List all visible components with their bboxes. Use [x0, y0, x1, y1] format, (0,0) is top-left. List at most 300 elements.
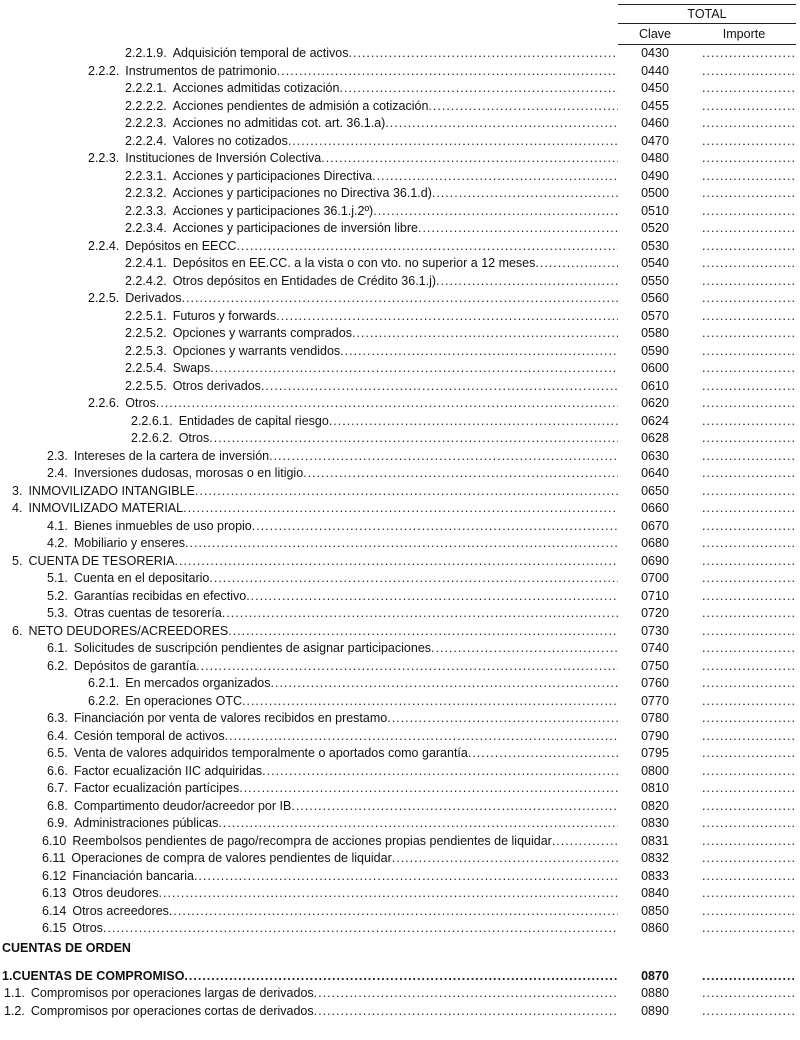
row-label: Depósitos en EE.CC. a la vista o con vto. no superior a 12 meses	[172, 256, 536, 270]
row-label: Factor ecualización IIC adquiridas	[73, 763, 263, 778]
importe-field[interactable]	[702, 430, 794, 448]
importe-field[interactable]	[702, 985, 794, 1003]
row-description	[47, 798, 618, 816]
row-number: 2.2.4.2.	[125, 273, 167, 288]
row-label: Otros	[125, 396, 156, 410]
row-number: 4.1.	[47, 518, 68, 533]
row-clave: 0670	[641, 518, 669, 533]
row-number: 6.6.	[47, 763, 68, 778]
row-clave: 0800	[641, 763, 669, 778]
importe-field[interactable]	[702, 185, 794, 203]
row-description	[4, 985, 618, 1003]
row-number: 6.1.	[47, 641, 68, 655]
row-description	[125, 203, 618, 221]
row-number: 2.2.2.1.	[125, 81, 167, 95]
table-row	[0, 238, 800, 256]
row-number: 4.2.	[47, 536, 68, 550]
row-label: En operaciones OTC	[125, 693, 243, 708]
row-description	[47, 570, 618, 588]
row-number: 6.3.	[47, 711, 68, 725]
row-label: Acciones y participaciones 36.1.j.2º)	[172, 203, 374, 218]
clave-column-header: Clave	[639, 27, 671, 41]
row-number: 6.	[12, 623, 23, 638]
row-number: 2.2.5.4.	[125, 361, 167, 375]
table-row	[0, 985, 800, 1003]
row-label: Financiación por venta de valores recibidos en prestamo	[73, 711, 388, 725]
row-description	[47, 448, 618, 466]
row-number: 2.2.6.2.	[131, 431, 173, 445]
importe-field[interactable]	[702, 518, 794, 536]
row-clave: 0832	[641, 851, 669, 865]
importe-field[interactable]	[702, 238, 794, 256]
row-clave: 0710	[641, 588, 669, 603]
importe-field[interactable]	[702, 203, 794, 221]
table-row	[0, 623, 800, 641]
row-clave: 0820	[641, 798, 669, 813]
row-description	[12, 500, 618, 518]
row-label: Acciones no admitidas cot. art. 36.1.a)	[172, 116, 386, 130]
importe-field[interactable]	[702, 360, 794, 378]
importe-field[interactable]	[702, 885, 794, 903]
row-label: Otros	[178, 431, 210, 445]
row-number: 4.	[12, 501, 23, 515]
row-number: 1.2.	[4, 1003, 25, 1018]
importe-field[interactable]	[702, 968, 794, 986]
row-number: 6.4.	[47, 728, 68, 743]
table-row	[0, 553, 800, 571]
importe-field[interactable]	[702, 570, 794, 588]
row-number: 6.15	[42, 921, 67, 935]
table-row	[0, 80, 800, 98]
row-description	[125, 185, 618, 203]
row-clave: 0870	[641, 968, 669, 983]
row-clave: 0540	[641, 256, 669, 270]
row-clave: 0580	[641, 326, 669, 340]
row-label: Financiación bancaria	[72, 868, 194, 883]
row-label: Cesión temporal de activos	[73, 728, 225, 743]
table-row	[0, 570, 800, 588]
table-row	[0, 675, 800, 693]
row-label: Adquisición temporal de activos	[172, 46, 349, 60]
row-label: INMOVILIZADO MATERIAL	[28, 501, 184, 515]
row-label: Acciones pendientes de admisión a cotización	[172, 98, 429, 113]
row-description	[42, 903, 618, 921]
row-label: INMOVILIZADO INTANGIBLE	[28, 483, 195, 498]
table-row	[0, 255, 800, 273]
row-clave: 0680	[641, 536, 669, 550]
importe-field[interactable]	[702, 710, 794, 728]
row-description	[125, 325, 618, 343]
row-number: 5.1.	[47, 571, 68, 585]
table-row	[0, 500, 800, 518]
table-row	[0, 920, 800, 938]
table-row	[0, 98, 800, 116]
row-clave: 0560	[641, 291, 669, 305]
row-clave: 0810	[641, 781, 669, 795]
row-clave: 0455	[641, 98, 669, 113]
row-number: 2.2.3.2.	[125, 186, 167, 200]
row-clave: 0750	[641, 658, 669, 673]
table-row	[0, 885, 800, 903]
row-label: Valores no cotizados	[172, 133, 288, 148]
row-description	[125, 378, 618, 396]
row-description	[47, 535, 618, 553]
row-label: Compromisos por operaciones largas de derivados	[30, 986, 314, 1000]
row-number: 6.2.1.	[88, 676, 120, 690]
importe-field[interactable]	[702, 395, 794, 413]
row-label: Acciones y participaciones Directiva	[172, 168, 373, 183]
row-clave: 0740	[641, 641, 669, 655]
importe-field[interactable]	[702, 45, 794, 63]
row-clave: 0500	[641, 186, 669, 200]
importe-field[interactable]	[702, 728, 794, 746]
row-clave: 0640	[641, 466, 669, 480]
row-clave: 0460	[641, 116, 669, 130]
importe-field[interactable]	[702, 903, 794, 921]
row-description	[125, 360, 618, 378]
row-description	[4, 1003, 618, 1021]
importe-field[interactable]	[702, 255, 794, 273]
row-number: 6.2.2.	[88, 693, 120, 708]
importe-field[interactable]	[702, 63, 794, 81]
row-description	[47, 728, 618, 746]
importe-field[interactable]	[702, 115, 794, 133]
row-number: 2.2.1.9.	[125, 46, 167, 60]
row-label: Inversiones dudosas, morosas o en litigio	[73, 466, 304, 480]
row-number: 2.2.5.3.	[125, 343, 167, 358]
row-clave: 0840	[641, 886, 669, 900]
row-description	[125, 133, 618, 151]
section-spacer	[0, 958, 800, 968]
row-label: Factor ecualización partícipes	[73, 781, 240, 795]
row-clave: 0770	[641, 693, 669, 708]
importe-field[interactable]	[702, 413, 794, 431]
table-row	[0, 308, 800, 326]
row-label: Instrumentos de patrimonio	[125, 63, 277, 78]
table-row	[0, 168, 800, 186]
row-clave: 0850	[641, 903, 669, 918]
table-row	[0, 658, 800, 676]
row-label: Entidades de capital riesgo	[178, 413, 329, 428]
row-label: Otros deudores	[72, 886, 159, 900]
importe-field[interactable]	[702, 133, 794, 151]
table-row	[0, 850, 800, 868]
row-description	[42, 868, 618, 886]
row-description	[88, 675, 618, 693]
row-description	[2, 968, 618, 986]
row-description	[47, 745, 618, 763]
row-clave: 0780	[641, 711, 669, 725]
account-rows	[0, 45, 800, 1020]
total-header: TOTAL	[618, 4, 796, 24]
table-row	[0, 185, 800, 203]
row-number: 2.2.2.2.	[125, 98, 167, 113]
row-clave: 0890	[641, 1003, 669, 1018]
row-label: Otros depósitos en Entidades de Crédito 36.1.j)	[172, 273, 437, 288]
row-clave: 0660	[641, 501, 669, 515]
row-description	[47, 605, 618, 623]
row-description	[88, 150, 618, 168]
row-number: 6.13	[42, 886, 67, 900]
row-number: 6.12	[42, 868, 67, 883]
table-row	[0, 273, 800, 291]
row-label: Reembolsos pendientes de pago/recompra de acciones propias pendientes de liquidar	[72, 833, 552, 848]
importe-field[interactable]	[702, 815, 794, 833]
importe-field[interactable]	[702, 868, 794, 886]
row-label: Compromisos por operaciones cortas de derivados	[30, 1003, 314, 1018]
row-description	[12, 483, 618, 501]
row-label: En mercados organizados	[125, 676, 271, 690]
row-label: Opciones y warrants comprados	[172, 326, 352, 340]
importe-field[interactable]	[702, 920, 794, 938]
row-number: 6.9.	[47, 816, 68, 830]
row-description	[47, 710, 618, 728]
importe-field[interactable]	[702, 343, 794, 361]
importe-field[interactable]	[702, 98, 794, 116]
row-clave: 0470	[641, 133, 669, 148]
row-number: 2.2.2.	[88, 63, 120, 78]
row-number: 5.	[12, 553, 23, 568]
row-description	[125, 255, 618, 273]
row-description	[125, 115, 618, 133]
importe-field[interactable]	[702, 308, 794, 326]
section-title: CUENTAS DE ORDEN	[2, 940, 131, 955]
row-number: 2.2.5.	[88, 291, 120, 305]
row-label: Compartimento deudor/acreedor por IB	[73, 798, 292, 813]
table-row	[0, 63, 800, 81]
table-row	[0, 728, 800, 746]
table-row	[0, 430, 800, 448]
row-clave: 0570	[641, 308, 669, 323]
row-clave: 0590	[641, 343, 669, 358]
table-row	[0, 290, 800, 308]
importe-field[interactable]	[702, 605, 794, 623]
row-description	[88, 63, 618, 81]
table-row	[0, 115, 800, 133]
importe-field[interactable]	[702, 273, 794, 291]
row-label: Instituciones de Inversión Colectiva	[125, 151, 322, 165]
row-description	[12, 553, 618, 571]
row-clave: 0630	[641, 448, 669, 463]
row-label: Intereses de la cartera de inversión	[73, 448, 270, 463]
table-row	[0, 483, 800, 501]
importe-field[interactable]	[702, 483, 794, 501]
row-clave: 0430	[641, 46, 669, 60]
table-row	[0, 465, 800, 483]
row-description	[47, 780, 618, 798]
row-clave: 0510	[641, 203, 669, 218]
row-description	[42, 920, 618, 938]
row-label: Acciones admitidas cotización	[172, 81, 340, 95]
row-description	[47, 465, 618, 483]
row-number: 1.CUENTAS DE COMPROMISO	[2, 968, 185, 983]
importe-field[interactable]	[702, 535, 794, 553]
table-row	[0, 763, 800, 781]
row-label: CUENTA DE TESORERIA	[28, 553, 175, 568]
row-description	[47, 640, 618, 658]
table-row	[0, 133, 800, 151]
row-clave: 0700	[641, 571, 669, 585]
importe-field[interactable]	[702, 1003, 794, 1021]
table-row	[0, 518, 800, 536]
row-clave: 0600	[641, 361, 669, 375]
table-row	[0, 343, 800, 361]
row-description	[47, 588, 618, 606]
importe-field[interactable]	[702, 798, 794, 816]
importe-field[interactable]	[702, 640, 794, 658]
row-number: 2.2.4.	[88, 238, 120, 253]
importe-field[interactable]	[702, 150, 794, 168]
table-row	[0, 588, 800, 606]
row-description	[88, 693, 618, 711]
row-clave: 0450	[641, 81, 669, 95]
table-row	[0, 693, 800, 711]
row-description	[47, 518, 618, 536]
row-clave: 0520	[641, 221, 669, 235]
table-row	[0, 150, 800, 168]
row-number: 2.2.3.1.	[125, 168, 167, 183]
row-description	[125, 80, 618, 98]
row-description	[42, 850, 618, 868]
row-clave: 0830	[641, 816, 669, 830]
row-description	[125, 308, 618, 326]
row-clave: 0624	[641, 413, 669, 428]
row-description	[125, 273, 618, 291]
table-row	[0, 710, 800, 728]
importe-field[interactable]	[702, 220, 794, 238]
row-label: Derivados	[125, 291, 182, 305]
row-clave: 0620	[641, 396, 669, 410]
row-number: 2.2.3.3.	[125, 203, 167, 218]
row-number: 2.2.2.4.	[125, 133, 167, 148]
row-number: 2.2.6.	[88, 396, 120, 410]
table-row	[0, 360, 800, 378]
importe-field[interactable]	[702, 465, 794, 483]
row-clave: 0760	[641, 676, 669, 690]
row-clave: 0720	[641, 606, 669, 620]
row-description	[42, 885, 618, 903]
row-label: Bienes inmuebles de uso propio	[73, 518, 252, 533]
importe-column-header: Importe	[722, 27, 766, 41]
row-clave: 0690	[641, 553, 669, 568]
importe-field[interactable]	[702, 168, 794, 186]
table-row	[0, 535, 800, 553]
row-label: Cuenta en el depositario	[73, 571, 210, 585]
row-number: 3.	[12, 483, 23, 498]
row-number: 2.2.6.1.	[131, 413, 173, 428]
importe-field[interactable]	[702, 325, 794, 343]
row-number: 5.3.	[47, 606, 68, 620]
row-label: Garantías recibidas en efectivo	[73, 588, 247, 603]
table-row	[0, 203, 800, 221]
row-description	[42, 833, 618, 851]
importe-field[interactable]	[702, 588, 794, 606]
row-clave: 0790	[641, 728, 669, 743]
importe-field[interactable]	[702, 290, 794, 308]
row-description	[88, 395, 618, 413]
table-row	[0, 780, 800, 798]
row-description	[125, 343, 618, 361]
row-clave: 0628	[641, 431, 669, 445]
table-row	[0, 833, 800, 851]
row-number: 6.7.	[47, 781, 68, 795]
row-label: Swaps	[172, 361, 211, 375]
row-description	[47, 658, 618, 676]
row-label: Otros	[72, 921, 103, 935]
row-label: Otros acreedores	[72, 903, 169, 918]
row-label: Acciones y participaciones de inversión libre	[172, 221, 418, 235]
row-label: Futuros y forwards	[172, 308, 277, 323]
row-description	[125, 168, 618, 186]
table-row	[0, 745, 800, 763]
row-label: Opciones y warrants vendidos	[172, 343, 341, 358]
row-clave: 0860	[641, 921, 669, 935]
row-description	[12, 623, 618, 641]
row-clave: 0650	[641, 483, 669, 498]
table-row	[0, 798, 800, 816]
row-number: 2.2.5.1.	[125, 308, 167, 323]
table-row	[0, 220, 800, 238]
importe-field[interactable]	[702, 850, 794, 868]
row-number: 2.3.	[47, 448, 68, 463]
row-clave: 0550	[641, 273, 669, 288]
row-number: 6.8.	[47, 798, 68, 813]
row-label: Depósitos de garantía	[73, 658, 197, 673]
row-description	[125, 45, 618, 63]
row-number: 2.2.5.2.	[125, 326, 167, 340]
importe-field[interactable]	[702, 745, 794, 763]
row-label: Venta de valores adquiridos temporalmente o aportados como garantía	[73, 746, 468, 760]
table-row	[0, 903, 800, 921]
importe-field[interactable]	[702, 780, 794, 798]
table-row	[0, 815, 800, 833]
row-description	[131, 430, 618, 448]
table-row	[0, 45, 800, 63]
row-label: Mobiliario y enseres	[73, 536, 186, 550]
row-label: Otros derivados	[172, 378, 261, 393]
importe-field[interactable]	[702, 658, 794, 676]
row-number: 6.14	[42, 903, 67, 918]
importe-field[interactable]	[702, 80, 794, 98]
row-clave: 0530	[641, 238, 669, 253]
row-clave: 0490	[641, 168, 669, 183]
importe-field[interactable]	[702, 623, 794, 641]
table-row	[0, 395, 800, 413]
row-label: Solicitudes de suscripción pendientes de asignar participaciones	[73, 641, 432, 655]
importe-field[interactable]	[702, 763, 794, 781]
importe-field[interactable]	[702, 448, 794, 466]
row-number: 6.10	[42, 833, 67, 848]
importe-field[interactable]	[702, 553, 794, 571]
importe-field[interactable]	[702, 500, 794, 518]
row-number: 2.2.2.3.	[125, 116, 167, 130]
row-number: 1.1.	[4, 986, 25, 1000]
row-number: 2.2.3.	[88, 151, 120, 165]
row-description	[88, 238, 618, 256]
importe-field[interactable]	[702, 833, 794, 851]
row-number: 6.5.	[47, 746, 68, 760]
table-row	[0, 640, 800, 658]
importe-field[interactable]	[702, 378, 794, 396]
row-label: Acciones y participaciones no Directiva 36.1.d)	[172, 186, 432, 200]
importe-field[interactable]	[702, 693, 794, 711]
row-description	[125, 220, 618, 238]
importe-field[interactable]	[702, 675, 794, 693]
row-description	[125, 98, 618, 116]
row-number: 2.2.3.4.	[125, 221, 167, 235]
row-number: 2.2.5.5.	[125, 378, 167, 393]
row-clave: 0480	[641, 151, 669, 165]
